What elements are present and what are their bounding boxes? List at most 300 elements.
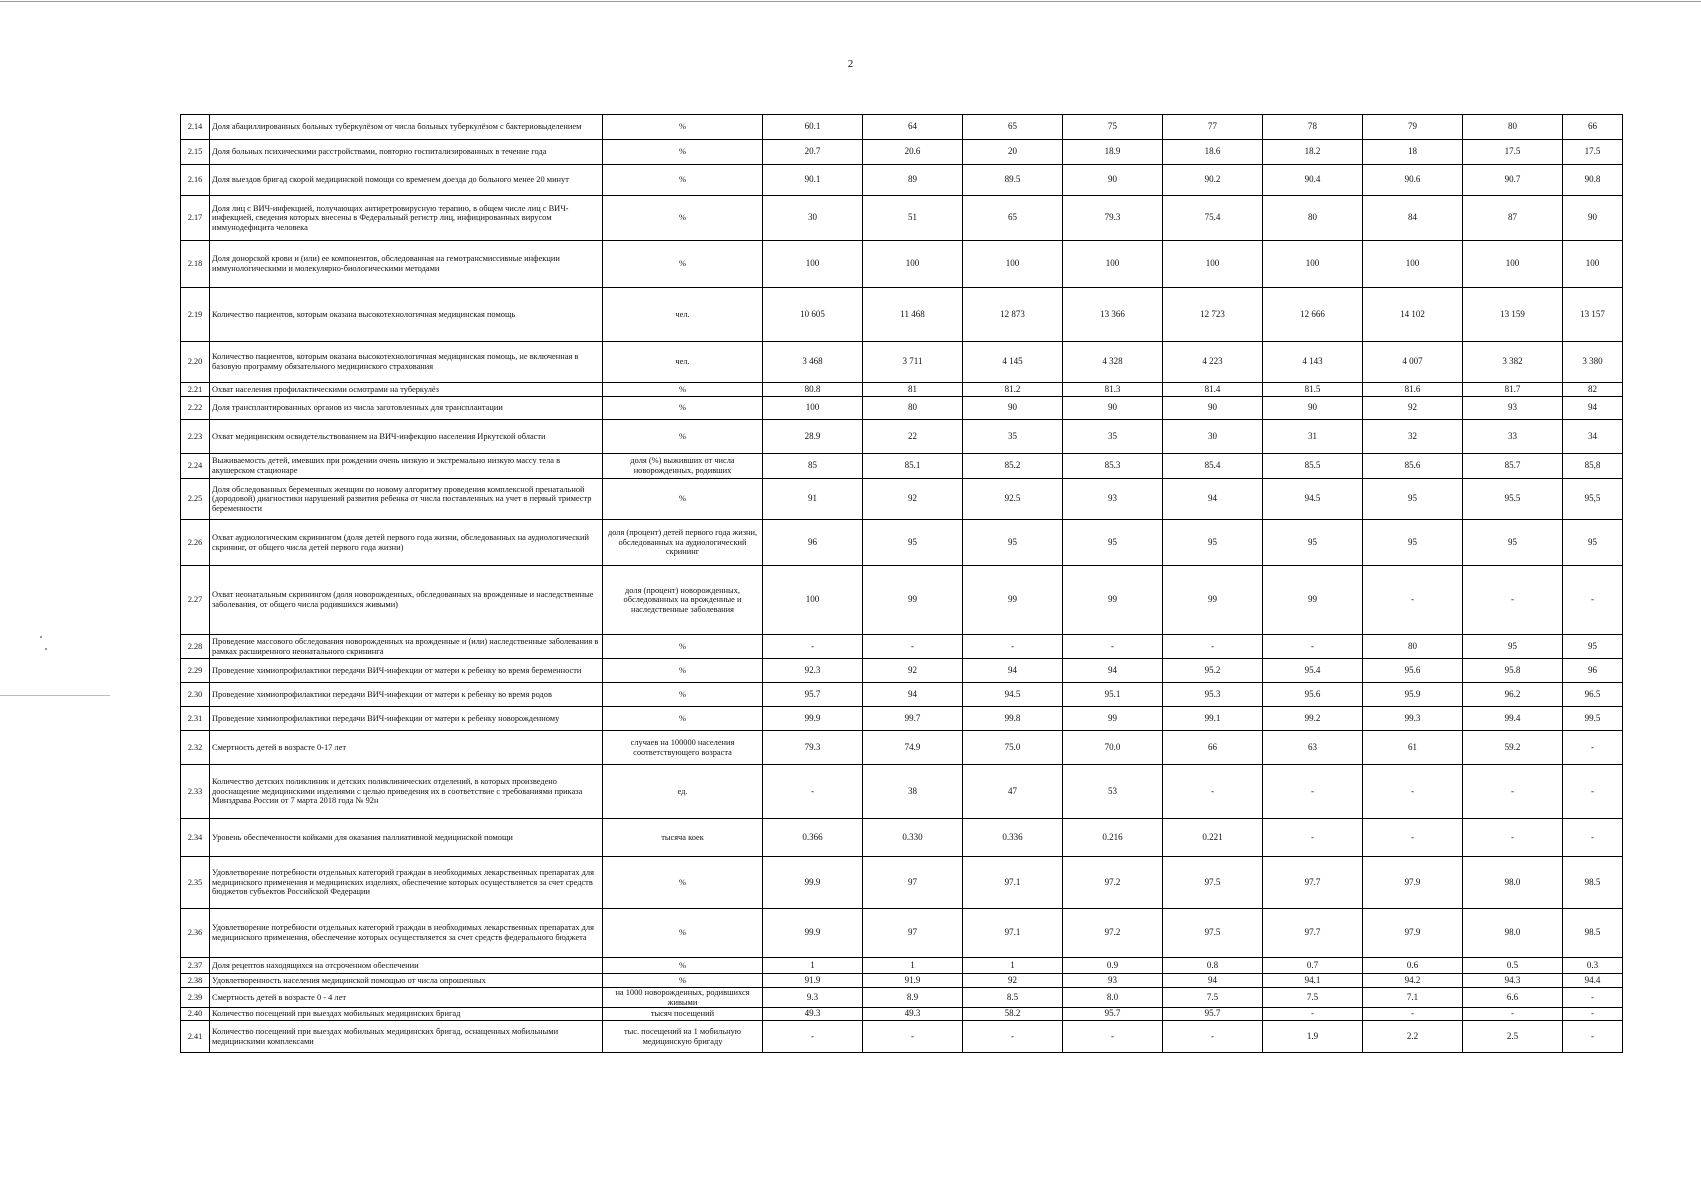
indicator-value: 9.3 xyxy=(763,988,863,1008)
indicator-value: 95 xyxy=(863,520,963,566)
indicator-value: 8.0 xyxy=(1063,988,1163,1008)
row-number: 2.15 xyxy=(181,140,210,165)
indicator-value: 99 xyxy=(1163,566,1263,635)
indicator-value: 35 xyxy=(1063,420,1163,454)
row-number: 2.32 xyxy=(181,731,210,765)
indicator-value: 85.3 xyxy=(1063,454,1163,479)
table-row xyxy=(181,974,1623,988)
indicator-value: 33 xyxy=(1463,420,1563,454)
indicator-value: 97.5 xyxy=(1163,857,1263,909)
indicator-value: - xyxy=(863,635,963,659)
indicator-value: - xyxy=(1263,1008,1363,1021)
indicator-value: 99.1 xyxy=(1163,707,1263,731)
indicator-value: 100 xyxy=(1463,241,1563,288)
indicator-value: 95 xyxy=(1463,520,1563,566)
table-row xyxy=(181,909,1623,958)
indicator-value: 3 711 xyxy=(863,342,963,383)
indicator-value: 97.7 xyxy=(1263,857,1363,909)
indicator-value: 61 xyxy=(1363,731,1463,765)
indicator-value: 80 xyxy=(1363,635,1463,659)
indicator-value: 92 xyxy=(963,974,1063,988)
row-number: 2.37 xyxy=(181,958,210,974)
indicator-name: Количество детских поликлиник и детских поликлинических отделений, в которых произведено дооснащение медицинскими изделиями с целью приведения их в соответствие с требованиями приказа Минздрава России от 7 марта 2018 года № 92н xyxy=(210,765,603,819)
indicator-value: 97 xyxy=(863,909,963,958)
indicator-value: 91.9 xyxy=(763,974,863,988)
indicator-value: 90.7 xyxy=(1463,165,1563,196)
indicator-value: 90.4 xyxy=(1263,165,1363,196)
indicator-value: 18.9 xyxy=(1063,140,1163,165)
row-number: 2.22 xyxy=(181,397,210,420)
indicator-value: 0.7 xyxy=(1263,958,1363,974)
unit-of-measure: доля (процент) новорожденных, обследованных на врожденные и наследственные заболевания xyxy=(603,566,763,635)
indicator-value: 94 xyxy=(1163,974,1263,988)
unit-of-measure: % xyxy=(603,974,763,988)
table-row xyxy=(181,115,1623,140)
unit-of-measure: % xyxy=(603,115,763,140)
indicator-value: 81.3 xyxy=(1063,383,1163,397)
table-row xyxy=(181,819,1623,857)
indicator-value: 80 xyxy=(1463,115,1563,140)
indicator-value: 99.9 xyxy=(763,909,863,958)
table-row xyxy=(181,857,1623,909)
indicator-value: 92.3 xyxy=(763,659,863,683)
indicator-name: Охват неонатальным скринингом (доля новорожденных, обследованных на врожденные и наследственные заболевания, от общего числа родившихся живыми) xyxy=(210,566,603,635)
table-row xyxy=(181,241,1623,288)
indicator-value: 28.9 xyxy=(763,420,863,454)
unit-of-measure: % xyxy=(603,635,763,659)
indicator-value: 22 xyxy=(863,420,963,454)
indicator-value: 3 380 xyxy=(1563,342,1623,383)
indicator-value: 80.8 xyxy=(763,383,863,397)
indicator-value: 80 xyxy=(863,397,963,420)
indicator-value: 96 xyxy=(763,520,863,566)
indicator-value: 34 xyxy=(1563,420,1623,454)
indicator-value: 90 xyxy=(1063,165,1163,196)
indicator-value: 85.7 xyxy=(1463,454,1563,479)
indicator-value: 97.9 xyxy=(1363,857,1463,909)
table-row xyxy=(181,958,1623,974)
indicator-value: 11 468 xyxy=(863,288,963,342)
indicator-value: 4 223 xyxy=(1163,342,1263,383)
indicator-value: - xyxy=(1463,1008,1563,1021)
indicator-value: 95 xyxy=(1163,520,1263,566)
indicator-value: - xyxy=(1063,1021,1163,1053)
table-row xyxy=(181,1021,1623,1053)
indicator-value: 66 xyxy=(1563,115,1623,140)
row-number: 2.33 xyxy=(181,765,210,819)
indicator-value: 85.4 xyxy=(1163,454,1263,479)
indicator-value: 49.3 xyxy=(863,1008,963,1021)
indicator-value: - xyxy=(763,765,863,819)
indicator-value: 93 xyxy=(1063,479,1163,520)
indicator-value: 90.2 xyxy=(1163,165,1263,196)
indicator-value: 100 xyxy=(763,397,863,420)
indicator-value: 80 xyxy=(1263,196,1363,241)
indicator-value: 84 xyxy=(1363,196,1463,241)
unit-of-measure: % xyxy=(603,383,763,397)
indicator-value: 95.5 xyxy=(1463,479,1563,520)
indicator-value: 98.5 xyxy=(1563,909,1623,958)
indicator-value: 94.2 xyxy=(1363,974,1463,988)
row-number: 2.38 xyxy=(181,974,210,988)
indicator-value: 75.4 xyxy=(1163,196,1263,241)
indicator-name: Количество пациентов, которым оказана высокотехнологичная медицинская помощь xyxy=(210,288,603,342)
indicator-value: 18 xyxy=(1363,140,1463,165)
row-number: 2.16 xyxy=(181,165,210,196)
indicator-value: 95.4 xyxy=(1263,659,1363,683)
indicator-value: 92 xyxy=(863,659,963,683)
row-number: 2.17 xyxy=(181,196,210,241)
indicator-value: 97.7 xyxy=(1263,909,1363,958)
indicator-value: 65 xyxy=(963,196,1063,241)
indicator-value: 99 xyxy=(863,566,963,635)
indicator-value: - xyxy=(1363,765,1463,819)
row-number: 2.26 xyxy=(181,520,210,566)
indicator-value: 81 xyxy=(863,383,963,397)
row-number: 2.36 xyxy=(181,909,210,958)
indicator-value: - xyxy=(1563,1008,1623,1021)
indicator-name: Охват аудиологическим скринингом (доля детей первого года жизни, обследованных на аудиологический скрининг, от общего числа детей первого года жизни) xyxy=(210,520,603,566)
table-row xyxy=(181,566,1623,635)
indicator-value: 97.9 xyxy=(1363,909,1463,958)
indicator-value: 35 xyxy=(963,420,1063,454)
indicator-value: 85.2 xyxy=(963,454,1063,479)
scan-line-top xyxy=(0,1,1701,2)
indicator-value: - xyxy=(863,1021,963,1053)
indicator-value: 95 xyxy=(1363,520,1463,566)
table-row xyxy=(181,288,1623,342)
indicator-value: 90 xyxy=(1263,397,1363,420)
indicator-value: 95 xyxy=(1263,520,1363,566)
indicator-value: 94 xyxy=(863,683,963,707)
indicator-value: 20.7 xyxy=(763,140,863,165)
indicator-name: Проведение химиопрофилактики передачи ВИЧ-инфекции от матери к ребенку во время родов xyxy=(210,683,603,707)
indicator-name: Охват населения профилактическими осмотрами на туберкулёз xyxy=(210,383,603,397)
indicator-value: 90 xyxy=(1163,397,1263,420)
indicator-value: 58.2 xyxy=(963,1008,1063,1021)
indicator-value: 85.5 xyxy=(1263,454,1363,479)
indicator-name: Удовлетворенность населения медицинской помощью от числа опрошенных xyxy=(210,974,603,988)
indicator-value: 17.5 xyxy=(1563,140,1623,165)
indicator-value: 97.5 xyxy=(1163,909,1263,958)
indicator-value: 100 xyxy=(1363,241,1463,288)
indicator-value: 0.366 xyxy=(763,819,863,857)
indicator-value: - xyxy=(1263,765,1363,819)
table-row xyxy=(181,420,1623,454)
table-row xyxy=(181,659,1623,683)
indicator-value: 81.7 xyxy=(1463,383,1563,397)
indicator-value: 74.9 xyxy=(863,731,963,765)
indicator-name: Проведение химиопрофилактики передачи ВИЧ-инфекции от матери к ребенку во время беременности xyxy=(210,659,603,683)
indicator-value: 49.3 xyxy=(763,1008,863,1021)
indicator-value: 99.7 xyxy=(863,707,963,731)
indicator-value: 85.1 xyxy=(863,454,963,479)
row-number: 2.24 xyxy=(181,454,210,479)
indicator-value: 59.2 xyxy=(1463,731,1563,765)
indicator-name: Количество пациентов, которым оказана высокотехнологичная медицинская помощь, не включенная в базовую программу обязательного медицинского страхования xyxy=(210,342,603,383)
indicator-value: 95 xyxy=(1563,635,1623,659)
indicator-value: 94.5 xyxy=(1263,479,1363,520)
indicator-name: Удовлетворение потребности отдельных категорий граждан в необходимых лекарственных препаратах для медицинского применения, обеспечение которых осуществляется за счет средств федерального бюджета xyxy=(210,909,603,958)
indicator-value: - xyxy=(763,635,863,659)
indicator-value: 13 159 xyxy=(1463,288,1563,342)
indicator-value: 95,5 xyxy=(1563,479,1623,520)
unit-of-measure: % xyxy=(603,707,763,731)
indicator-value: 82 xyxy=(1563,383,1623,397)
indicator-value: - xyxy=(963,635,1063,659)
indicator-value: 38 xyxy=(863,765,963,819)
indicator-value: 99.4 xyxy=(1463,707,1563,731)
indicator-value: 95.7 xyxy=(1063,1008,1163,1021)
unit-of-measure: ед. xyxy=(603,765,763,819)
indicator-value: 97.2 xyxy=(1063,909,1163,958)
indicator-value: 7.5 xyxy=(1263,988,1363,1008)
indicator-value: 79 xyxy=(1363,115,1463,140)
indicator-value: 91 xyxy=(763,479,863,520)
indicator-value: 94.3 xyxy=(1463,974,1563,988)
indicator-value: 30 xyxy=(1163,420,1263,454)
indicator-value: 95 xyxy=(963,520,1063,566)
table-row xyxy=(181,635,1623,659)
indicator-value: 78 xyxy=(1263,115,1363,140)
indicator-value: 10 605 xyxy=(763,288,863,342)
unit-of-measure: тысяч посещений xyxy=(603,1008,763,1021)
indicator-value: 91.9 xyxy=(863,974,963,988)
indicator-value: 89.5 xyxy=(963,165,1063,196)
indicator-value: 81.6 xyxy=(1363,383,1463,397)
indicator-name: Количество посещений при выездах мобильных медицинских бригад xyxy=(210,1008,603,1021)
indicator-value: 0.221 xyxy=(1163,819,1263,857)
indicator-value: - xyxy=(1163,765,1263,819)
indicator-value: - xyxy=(1363,819,1463,857)
table-row xyxy=(181,765,1623,819)
indicator-value: 0.9 xyxy=(1063,958,1163,974)
indicator-value: 95.3 xyxy=(1163,683,1263,707)
indicator-value: - xyxy=(1563,1021,1623,1053)
indicator-value: 93 xyxy=(1463,397,1563,420)
indicator-value: - xyxy=(963,1021,1063,1053)
indicator-value: 95.6 xyxy=(1263,683,1363,707)
table-row xyxy=(181,165,1623,196)
indicator-value: 12 723 xyxy=(1163,288,1263,342)
indicator-value: 65 xyxy=(963,115,1063,140)
indicator-value: 1 xyxy=(963,958,1063,974)
unit-of-measure: доля (процент) детей первого года жизни, обследованных на аудиологический скрининг xyxy=(603,520,763,566)
indicator-value: 94.5 xyxy=(963,683,1063,707)
table-row xyxy=(181,383,1623,397)
indicator-value: 94 xyxy=(1163,479,1263,520)
indicator-value: 95 xyxy=(1563,520,1623,566)
indicator-name: Доля выездов бригад скорой медицинской помощи со временем доезда до больного менее 20 минут xyxy=(210,165,603,196)
table-row xyxy=(181,479,1623,520)
indicator-name: Удовлетворение потребности отдельных категорий граждан в необходимых лекарственных препаратах для медицинского применения и медицинских изделиях, обеспечение которых осуществляется за счет средств бюджетов субъектов Российской Федерации xyxy=(210,857,603,909)
indicator-value: 99.8 xyxy=(963,707,1063,731)
indicator-value: 13 157 xyxy=(1563,288,1623,342)
indicator-value: 96.5 xyxy=(1563,683,1623,707)
indicator-value: 0.330 xyxy=(863,819,963,857)
indicator-value: 66 xyxy=(1163,731,1263,765)
indicator-name: Проведение массового обследования новорожденных на врожденные и (или) наследственные заболевания в рамках расширенного неонатального скрининга xyxy=(210,635,603,659)
unit-of-measure: % xyxy=(603,659,763,683)
indicator-value: 95.9 xyxy=(1363,683,1463,707)
indicator-value: - xyxy=(1163,1021,1263,1053)
indicator-value: 1 xyxy=(863,958,963,974)
indicator-value: 12 873 xyxy=(963,288,1063,342)
row-number: 2.28 xyxy=(181,635,210,659)
indicator-table-body xyxy=(181,115,1623,1053)
indicator-value: 85.6 xyxy=(1363,454,1463,479)
indicator-name: Количество посещений при выездах мобильных медицинских бригад, оснащенных мобильными медицинскими комплексами xyxy=(210,1021,603,1053)
scan-line-left xyxy=(0,695,110,696)
indicator-value: 99.9 xyxy=(763,707,863,731)
indicator-value: 7.1 xyxy=(1363,988,1463,1008)
indicator-name: Смертность детей в возрасте 0 - 4 лет xyxy=(210,988,603,1008)
indicator-value: 3 382 xyxy=(1463,342,1563,383)
table-row xyxy=(181,731,1623,765)
table-row xyxy=(181,397,1623,420)
indicator-value: 100 xyxy=(763,241,863,288)
table-row xyxy=(181,1008,1623,1021)
indicator-name: Уровень обеспеченности койками для оказания паллиативной медицинской помощи xyxy=(210,819,603,857)
row-number: 2.19 xyxy=(181,288,210,342)
indicator-value: 6.6 xyxy=(1463,988,1563,1008)
unit-of-measure: % xyxy=(603,958,763,974)
indicator-value: 81.5 xyxy=(1263,383,1363,397)
indicator-value: 99.3 xyxy=(1363,707,1463,731)
indicator-value: 0.216 xyxy=(1063,819,1163,857)
indicator-value: 90.8 xyxy=(1563,165,1623,196)
indicator-table xyxy=(180,114,1623,1053)
indicator-value: - xyxy=(1163,635,1263,659)
indicator-value: 90.1 xyxy=(763,165,863,196)
indicator-value: 87 xyxy=(1463,196,1563,241)
indicator-value: - xyxy=(1563,819,1623,857)
unit-of-measure: чел. xyxy=(603,288,763,342)
indicator-value: 99 xyxy=(1063,707,1163,731)
indicator-name: Доля больных психическими расстройствами, повторно госпитализированных в течение года xyxy=(210,140,603,165)
row-number: 2.20 xyxy=(181,342,210,383)
indicator-value: 96 xyxy=(1563,659,1623,683)
table-row xyxy=(181,683,1623,707)
indicator-value: - xyxy=(1563,988,1623,1008)
indicator-name: Выживаемость детей, имевших при рождении очень низкую и экстремально низкую массу тела в акушерском стационаре xyxy=(210,454,603,479)
indicator-value: 97.2 xyxy=(1063,857,1163,909)
scan-speck xyxy=(45,648,47,650)
unit-of-measure: тысяча коек xyxy=(603,819,763,857)
row-number: 2.23 xyxy=(181,420,210,454)
indicator-value: - xyxy=(1263,635,1363,659)
indicator-value: 94 xyxy=(963,659,1063,683)
indicator-value: 100 xyxy=(1563,241,1623,288)
indicator-value: 95.2 xyxy=(1163,659,1263,683)
row-number: 2.35 xyxy=(181,857,210,909)
indicator-value: - xyxy=(1463,819,1563,857)
indicator-value: 94 xyxy=(1063,659,1163,683)
indicator-value: 98.0 xyxy=(1463,857,1563,909)
indicator-value: 97 xyxy=(863,857,963,909)
indicator-value: 30 xyxy=(763,196,863,241)
indicator-value: 8.5 xyxy=(963,988,1063,1008)
table-row xyxy=(181,988,1623,1008)
indicator-value: 0.5 xyxy=(1463,958,1563,974)
indicator-value: 90.6 xyxy=(1363,165,1463,196)
indicator-value: 96.2 xyxy=(1463,683,1563,707)
indicator-value: 99.2 xyxy=(1263,707,1363,731)
unit-of-measure: % xyxy=(603,857,763,909)
indicator-value: 0.8 xyxy=(1163,958,1263,974)
indicator-value: 99.9 xyxy=(763,857,863,909)
indicator-value: 2.5 xyxy=(1463,1021,1563,1053)
indicator-value: 95.8 xyxy=(1463,659,1563,683)
indicator-value: - xyxy=(763,1021,863,1053)
row-number: 2.31 xyxy=(181,707,210,731)
indicator-name: Смертность детей в возрасте 0-17 лет xyxy=(210,731,603,765)
indicator-value: 79.3 xyxy=(763,731,863,765)
indicator-value: 18.2 xyxy=(1263,140,1363,165)
indicator-value: 100 xyxy=(863,241,963,288)
indicator-value: 94.1 xyxy=(1263,974,1363,988)
row-number: 2.30 xyxy=(181,683,210,707)
row-number: 2.40 xyxy=(181,1008,210,1021)
indicator-value: 18.6 xyxy=(1163,140,1263,165)
page-number: 2 xyxy=(847,58,854,70)
indicator-value: 100 xyxy=(763,566,863,635)
table-row xyxy=(181,140,1623,165)
indicator-value: 81.4 xyxy=(1163,383,1263,397)
indicator-value: 47 xyxy=(963,765,1063,819)
indicator-value: 75.0 xyxy=(963,731,1063,765)
unit-of-measure: % xyxy=(603,140,763,165)
row-number: 2.25 xyxy=(181,479,210,520)
indicator-name: Доля обследованных беременных женщин по новому алгоритму проведения комплексной пренатальной (дородовой) диагностики нарушений развития ребенка от числа поставленных на учет в первый триместр беременности xyxy=(210,479,603,520)
indicator-value: 1.9 xyxy=(1263,1021,1363,1053)
indicator-value: - xyxy=(1563,566,1623,635)
indicator-value: - xyxy=(1463,566,1563,635)
indicator-value: 89 xyxy=(863,165,963,196)
indicator-value: 85 xyxy=(763,454,863,479)
indicator-value: 94.4 xyxy=(1563,974,1623,988)
unit-of-measure: % xyxy=(603,909,763,958)
indicator-value: 100 xyxy=(963,241,1063,288)
indicator-value: 12 666 xyxy=(1263,288,1363,342)
indicator-value: 95 xyxy=(1063,520,1163,566)
indicator-value: 32 xyxy=(1363,420,1463,454)
indicator-value: 4 143 xyxy=(1263,342,1363,383)
indicator-name: Доля донорской крови и (или) ее компонентов, обследованная на гемотрансмиссивные инфекции иммунологическими и молекулярно-биологическими методами xyxy=(210,241,603,288)
indicator-value: 95 xyxy=(1463,635,1563,659)
indicator-value: 99 xyxy=(963,566,1063,635)
indicator-table-container xyxy=(180,114,1605,1053)
indicator-value: 20.6 xyxy=(863,140,963,165)
indicator-value: 97.1 xyxy=(963,909,1063,958)
indicator-value: 95 xyxy=(1363,479,1463,520)
indicator-value: - xyxy=(1363,566,1463,635)
row-number: 2.29 xyxy=(181,659,210,683)
indicator-name: Проведение химиопрофилактики передачи ВИЧ-инфекции от матери к ребенку новорожденному xyxy=(210,707,603,731)
indicator-value: 8.9 xyxy=(863,988,963,1008)
table-row xyxy=(181,196,1623,241)
indicator-name: Доля абациллированных больных туберкулёзом от числа больных туберкулёзом с бактериовыделением xyxy=(210,115,603,140)
row-number: 2.27 xyxy=(181,566,210,635)
indicator-value: 77 xyxy=(1163,115,1263,140)
indicator-value: 3 468 xyxy=(763,342,863,383)
indicator-value: 85,8 xyxy=(1563,454,1623,479)
indicator-value: 7.5 xyxy=(1163,988,1263,1008)
indicator-value: 95.6 xyxy=(1363,659,1463,683)
indicator-value: 0.336 xyxy=(963,819,1063,857)
indicator-value: 70.0 xyxy=(1063,731,1163,765)
indicator-value: 99.5 xyxy=(1563,707,1623,731)
